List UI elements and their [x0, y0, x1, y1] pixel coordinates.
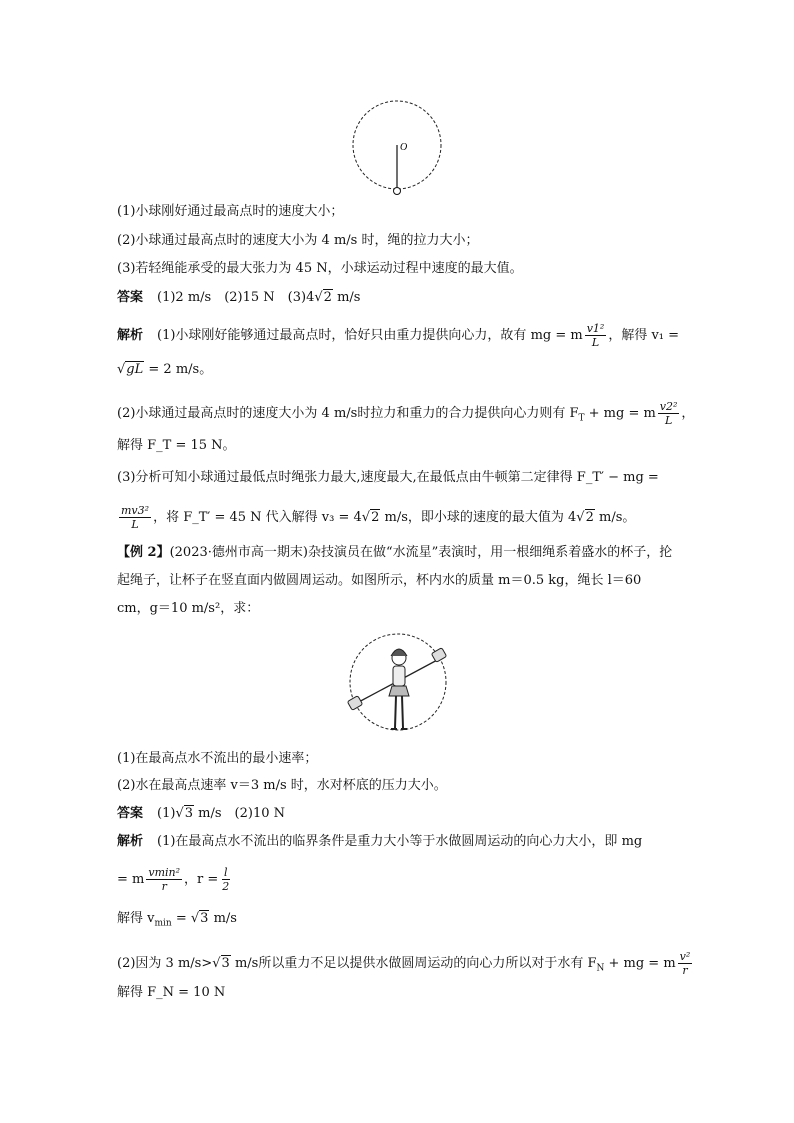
solution-1-line-2: √gL = 2 m/s。	[117, 362, 213, 377]
question-2-part-1: (1)在最高点水不流出的最小速率；	[117, 751, 318, 766]
solution-1-line-4: 解得 F_T = 15 N。	[117, 438, 236, 453]
ball	[394, 188, 401, 195]
answer-2: 答案 (1)√3 m/s (2)10 N	[117, 806, 285, 821]
center-label: O	[400, 142, 408, 153]
solution-1-line-3: (2)小球通过最高点时的速度大小为 4 m/s时拉力和重力的合力提供向心力则有 $F_T$ + mg = m $\frac{\text{v2²}}{L}$ ，	[117, 400, 695, 427]
solution-2-line-3: 解得 $v_{min} = √3$ m/s	[117, 911, 237, 929]
performer-figure	[343, 632, 453, 736]
example-label: 【例 2】	[117, 545, 170, 560]
solution-1-line-6: $\frac{\text{mv3²}}{L}$ ，将 F_T′ = 45 N 代入解得 v₃ = 4√2 m/s，即小球的速度的最大值为 4√2 m/s。	[121, 504, 636, 531]
question-2-part-2: (2)水在最高点速率 v＝3 m/s 时，水对杯底的压力大小。	[117, 778, 447, 793]
answer-label: 答案	[117, 290, 144, 305]
question-1-part-3: (3)若轻绳能承受的最大张力为 45 N，小球运动过程中速度的最大值。	[117, 261, 523, 276]
solution-label: 解析	[117, 834, 144, 849]
solution-1-line-5: (3)分析可知小球通过最低点时绳张力最大,速度最大,在最低点由牛顿第二定律得 F_T′ − mg =	[117, 470, 659, 485]
answer-1: 答案 (1)2 m/s (2)15 N (3)4√2 m/s	[117, 288, 360, 308]
performer	[389, 649, 409, 729]
solution-2-line-5: 解得 F_N = 10 N	[117, 985, 226, 1000]
solution-1-line-1: 解析 (1)小球刚好能够通过最高点时，恰好只由重力提供向心力，故有 mg = m $\frac{\text{v1²}}{L}$ ，解得 v₁ =	[117, 322, 680, 349]
cup-bottom	[347, 696, 362, 711]
question-1-part-1: (1)小球刚好通过最高点时的速度大小；	[117, 204, 344, 219]
answer-label: 答案	[117, 806, 144, 821]
solution-2-line-4: (2)因为 3 m/s>√3 m/s所以重力不足以提供水做圆周运动的向心力所以对于水有 $F_N$ + mg = m $\frac{\text{v²}}{r}$	[117, 950, 691, 977]
solution-2-line-1: 解析 (1)在最高点水不流出的临界条件是重力大小等于水做圆周运动的向心力大小，即 mg	[117, 834, 643, 849]
circle-figure	[349, 100, 445, 198]
sqrt-expression: √2	[314, 290, 332, 305]
solution-2-line-2: = m $\frac{\text{vmin²}}{r}$ ，r = $\frac{l}{2}$	[117, 866, 230, 893]
question-1-part-2: (2)小球通过最高点时的速度大小为 4 m/s 时，绳的拉力大小；	[117, 233, 479, 248]
example-2-statement: 【例 2】(2023·德州市高一期末)杂技演员在做“水流星”表演时，用一根细绳系着盛水的杯子，抡起绳子，让杯子在竖直面内做圆周运动。如图所示，杯内水的质量 m＝0.5 kg，绳长 l＝60 cm，g＝10 m/s²，求：	[117, 545, 673, 616]
solution-label: 解析	[117, 328, 144, 343]
fraction: $\frac{\text{v1²}}{L}$	[586, 322, 605, 349]
